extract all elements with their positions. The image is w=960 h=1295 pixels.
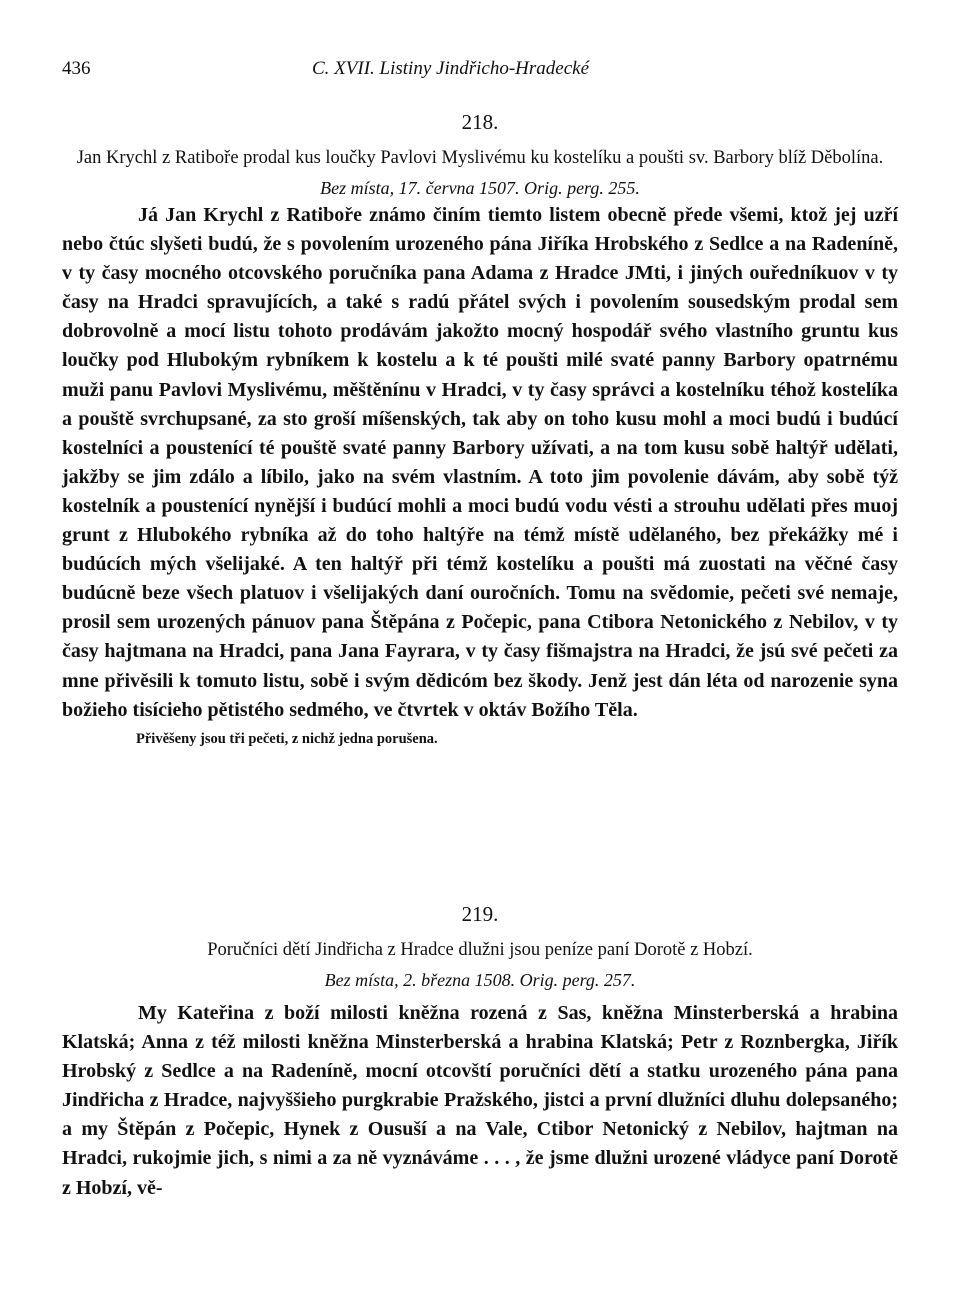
document-219 [62, 900, 898, 1203]
page-number: 436 [62, 58, 91, 79]
document-218 [62, 108, 898, 750]
document-source: Bez místa, 17. června 1507. Orig. perg. 255. [320, 178, 640, 198]
document-number: 218. [461, 110, 499, 134]
document-text: Já Jan Krychl z Ratiboře známo činím tiemto listem obecně přede všemi, ktož jej uzří nebo čtúc slyšeti budú, že s povolením urozeného pána Jiříka Hrobského z Sedlce a na Radeníně, v ty časy mocného otcovského poručníka pana Adama z Hradce JMti, i jiných ouředníkuov v ty časy na Hradci spravujících, a také s radú přátel svých i povolením sousedským prodal sem dobrovolně a mocí listu tohoto prodávám jakožto mocný hospodář svého vlastního gruntu kus loučky pod Hlubokým rybníkem k kostelu a k té poušti milé svaté panny Barbory opatrnému muži panu Pavlovi Myslivému, měštěnínu v Hradci, v ty časy správci a kostelníku téhož kostelíka a pouště svrchupsané, za sto groší míšenských, tak aby on toho kusu mohl a moci budú i budúcí kostelníci a poustenící té pouště svaté panny Barbory užívati, a na tom kusu sobě haltýř udělati, jakžby se jim zdálo a líbilo, jako na svém vlastním. A toto jim povolenie dávám, aby sobě týž kostelník a poustenící nynější i budúcí mohli a moci budú vodu vésti a strouhu udělati přes muoj grunt z Hlubokého rybníka až do toho haltýře na témž místě udělaného, bez překážky mé i budúcích mých všelijaké. A ten haltýř při témž kostelíku a poušti má zuostati na věčné časy budúcně beze všech platuov i všelijakých daní ouročních. Tomu na svědomie, pečeti své nemaje, prosil sem urozených pánuov pana Štěpána z Počepic, pana Ctibora Netonického z Nebilov, v ty časy hajtmana na Hradci, pana Jana Fayrara, v ty časy fišmajstra na Hradci, že jsú své pečeti za mne přivěsili k tomuto listu, sobě i svým dědicóm bez škody. Jenž jest dán léta od narozenie syna božieho tisícieho pětistého sedmého, ve čtvrtek v oktáv Božího Těla. [62, 204, 898, 721]
document-text: My Kateřina z boží milosti kněžna rozená z Sas, kněžna Minsterberská a hrabina Klatská; Anna z též milosti kněžna Minsterberská a hrabina Klatská; Petr z Roznbergka, Jiřík Hrobský z Sedlce a na Radeníně, mocní otcovští poručníci dětí a statku urozeného pána pana Jindřicha z Hradce, najvyššieho purgkrabie Pražského, jistci a první dlužníci dluhu dolepsaného; a my Štěpán z Počepic, Hynek z Ousuší a na Vale, Ctibor Netonický z Nebilov, hajtman na Hradci, rukojmie jich, s nimi a za ně vyznáváme . . . , že jsme dlužni urozené vládyce paní Dorotě z Hobzí, vě- [62, 1002, 898, 1199]
document-summary: Jan Krychl z Ratiboře prodal kus loučky Pavlovi Myslivému ku kostelíku a poušti sv. Barbory blíž Děbolína. [76, 148, 884, 168]
document-source: Bez místa, 2. března 1508. Orig. perg. 257. [324, 970, 636, 990]
running-title: C. XVII. Listiny Jindřicho-Hradecké [312, 58, 590, 79]
document-note: Přivěšeny jsou tři pečeti, z nichž jedna porušena. [136, 730, 438, 747]
document-summary: Poručníci dětí Jindřicha z Hradce dlužni jsou peníze paní Dorotě z Hobzí. [207, 940, 753, 960]
document-number: 219. [461, 902, 499, 926]
running-head [62, 58, 898, 84]
